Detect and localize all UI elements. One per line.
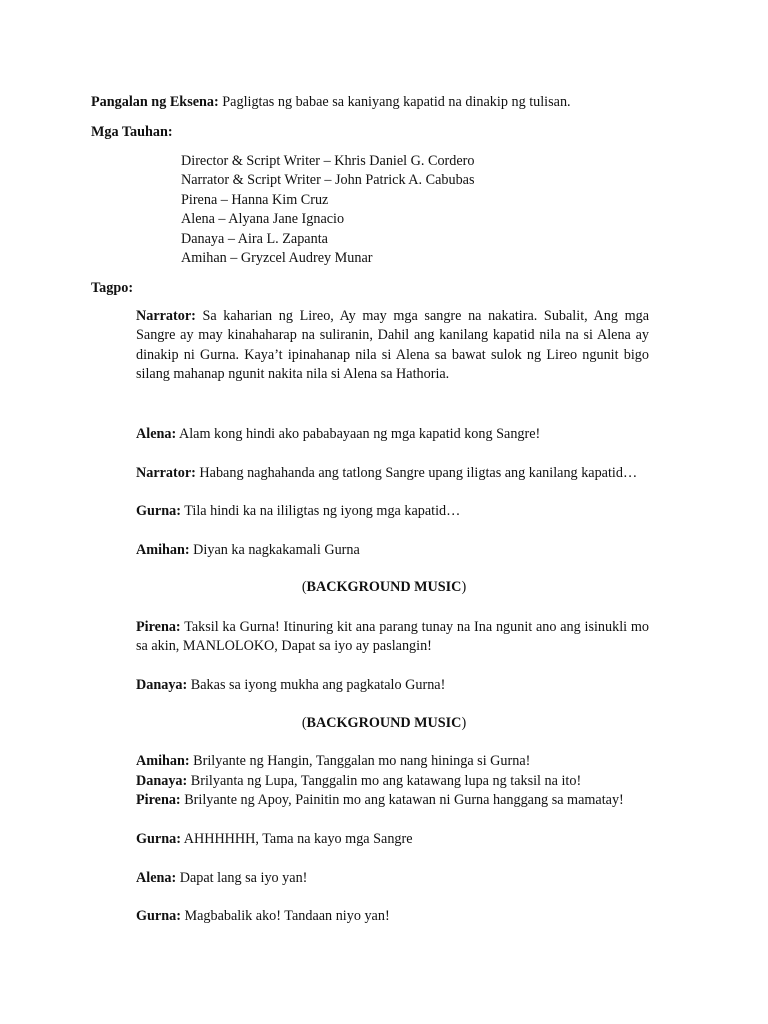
speaker-name: Alena:: [136, 870, 177, 886]
cast-member: Alena – Alyana Jane Ignacio: [181, 211, 345, 228]
scene-title-value: Pagligtas ng babae sa kaniyang kapatid na dinakip ng tulisan.: [222, 94, 571, 110]
speaker-name: Danaya:: [136, 677, 188, 693]
script-line: [136, 425, 649, 444]
script-line: [136, 464, 649, 483]
scene-title-label: Pangalan ng Eksena:: [91, 94, 219, 110]
cast-member: Amihan – Gryzcel Audrey Munar: [181, 249, 373, 266]
script-line: [136, 502, 649, 521]
script-line: [136, 907, 649, 926]
cue-text: BACKGROUND MUSIC: [306, 579, 462, 595]
speaker-name: Gurna:: [136, 908, 181, 924]
dialogue-text: Tila hindi ka na ililigtas ng iyong mga kapatid…: [184, 503, 461, 519]
speaker-name: Danaya:: [136, 773, 188, 789]
dialogue-text: Alam kong hindi ako pababayaan ng mga kapatid kong Sangre!: [178, 426, 541, 442]
speaker-name: Narrator:: [136, 465, 196, 481]
dialogue-text: Bakas sa iyong mukha ang pagkatalo Gurna!: [190, 677, 446, 693]
speaker-name: Pirena:: [136, 619, 181, 635]
speaker-name: Gurna:: [136, 503, 181, 519]
scene-title: [91, 93, 571, 112]
cast-list: [181, 152, 475, 268]
cast-member: Pirena – Hanna Kim Cruz: [181, 191, 329, 208]
script-line: [136, 772, 649, 791]
script-line: [136, 618, 649, 657]
script-line: [136, 541, 649, 560]
dialogue-text: Brilyanta ng Lupa, Tanggalin mo ang katawang lupa ng taksil na ito!: [190, 773, 582, 789]
cast-heading: Mga Tauhan:: [91, 124, 173, 140]
cast-member: Narrator & Script Writer – John Patrick A. Cabubas: [181, 172, 475, 189]
speaker-name: Amihan:: [136, 753, 190, 769]
dialogue-text: Brilyante ng Hangin, Tanggalan mo nang hininga si Gurna!: [193, 753, 531, 769]
tagpo-heading: Tagpo:: [91, 280, 134, 296]
dialogue-text: Brilyante ng Apoy, Painitin mo ang katawan ni Gurna hanggang sa mamatay!: [184, 792, 624, 808]
dialogue-text: AHHHHHH, Tama na kayo mga Sangre: [183, 831, 413, 847]
dialogue-text: Sa kaharian ng Lireo, Ay may mga sangre na nakatira. Subalit, Ang mga Sangre ay may kinahaharap na suliranin, Dahil ang kanilang kapatid nila na si Alena ay dinakip ni Gurna. Kaya’t ipinahanap nila si Alena sa bawat sulok ng Lireo ngunit bigo silang mahanap ngunit nakita nila si Alena sa Hathoria.: [136, 308, 649, 383]
script-line: [136, 676, 649, 695]
speaker-name: Alena:: [136, 426, 177, 442]
script-line: [136, 791, 649, 810]
cast-member: Director & Script Writer – Khris Daniel G. Cordero: [181, 153, 475, 169]
script-line: [136, 307, 649, 385]
dialogue-text: Diyan ka nagkakamali Gurna: [193, 542, 360, 558]
stage-cue: (BACKGROUND MUSIC): [301, 715, 467, 731]
dialogue-text: Dapat lang sa iyo yan!: [179, 870, 308, 886]
script-line: [136, 830, 649, 849]
dialogue-text: Magbabalik ako! Tandaan niyo yan!: [184, 908, 390, 924]
cue-text: BACKGROUND MUSIC: [306, 715, 462, 731]
script-line: [136, 752, 649, 771]
speaker-name: Amihan:: [136, 542, 190, 558]
stage-cue: (BACKGROUND MUSIC): [301, 579, 467, 595]
dialogue-text: Habang naghahanda ang tatlong Sangre upang iligtas ang kanilang kapatid…: [199, 465, 638, 481]
speaker-name: Gurna:: [136, 831, 181, 847]
speaker-name: Pirena:: [136, 792, 181, 808]
script-line: [136, 869, 649, 888]
speaker-name: Narrator:: [136, 308, 196, 324]
dialogue-text: Taksil ka Gurna! Itinuring kit ana parang tunay na Ina ngunit ano ang isinukli mo sa akin, MANLOLOKO, Dapat sa iyo ay paslangin!: [136, 619, 649, 655]
cast-member: Danaya – Aira L. Zapanta: [181, 230, 328, 247]
